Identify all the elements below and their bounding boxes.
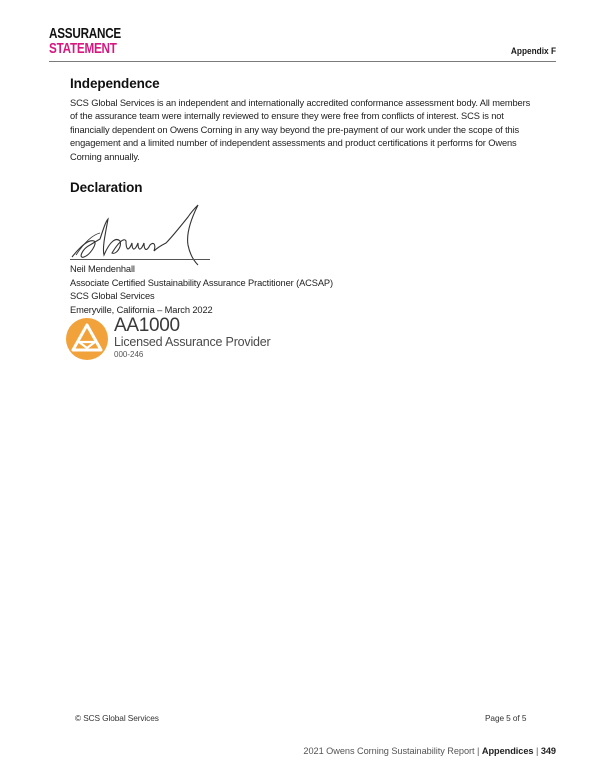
aa1000-triangle-icon <box>66 318 108 360</box>
report-separator: | <box>533 746 541 756</box>
header-divider <box>49 61 556 62</box>
appendix-label: Appendix F <box>510 46 556 56</box>
declaration-heading: Declaration <box>70 180 143 196</box>
independence-body: SCS Global Services is an independent and internationally accredited conformance assessment body. All members of the assurance team were internally reviewed to ensure they were free from conflicts of interest. SCS is not financially dependent on Owens Corning in any way beyond the pre-payment of our work under the scope of this engagement and a limited number of independent assessments and product certifications it performs for Owens Corning annually. <box>70 98 531 162</box>
report-page: 349 <box>540 746 556 756</box>
aa1000-logo <box>66 317 271 360</box>
signer-name: Neil Mendenhall <box>70 264 135 275</box>
report-title: 2021 Owens Corning Sustainability Report | <box>303 746 482 756</box>
document-title <box>49 26 121 56</box>
signer-location-date: Emeryville, California – March 2022 <box>70 304 213 315</box>
declaration-section <box>70 180 540 317</box>
independence-section <box>70 76 540 164</box>
license-number: 000-246 <box>114 350 144 359</box>
report-section: Appendices <box>481 746 534 756</box>
main-content <box>70 76 540 317</box>
signer-organization: SCS Global Services <box>70 291 155 302</box>
signature-line <box>70 259 210 260</box>
independence-heading: Independence <box>70 76 160 91</box>
aa1000-subtitle: Licensed Assurance Provider <box>114 335 271 349</box>
signer-block <box>70 263 540 317</box>
footer-page-number: Page 5 of 5 <box>485 713 527 723</box>
footer-copyright: © SCS Global Services <box>75 713 159 723</box>
aa1000-text <box>114 317 271 360</box>
signature <box>70 197 220 263</box>
report-footer <box>303 746 556 756</box>
title-line-assurance: ASSURANCE <box>49 25 122 42</box>
aa1000-title: AA1000 <box>114 315 180 336</box>
title-line-statement: STATEMENT <box>49 40 117 57</box>
signer-title: Associate Certified Sustainability Assurance Practitioner (ACSAP) <box>70 277 333 288</box>
